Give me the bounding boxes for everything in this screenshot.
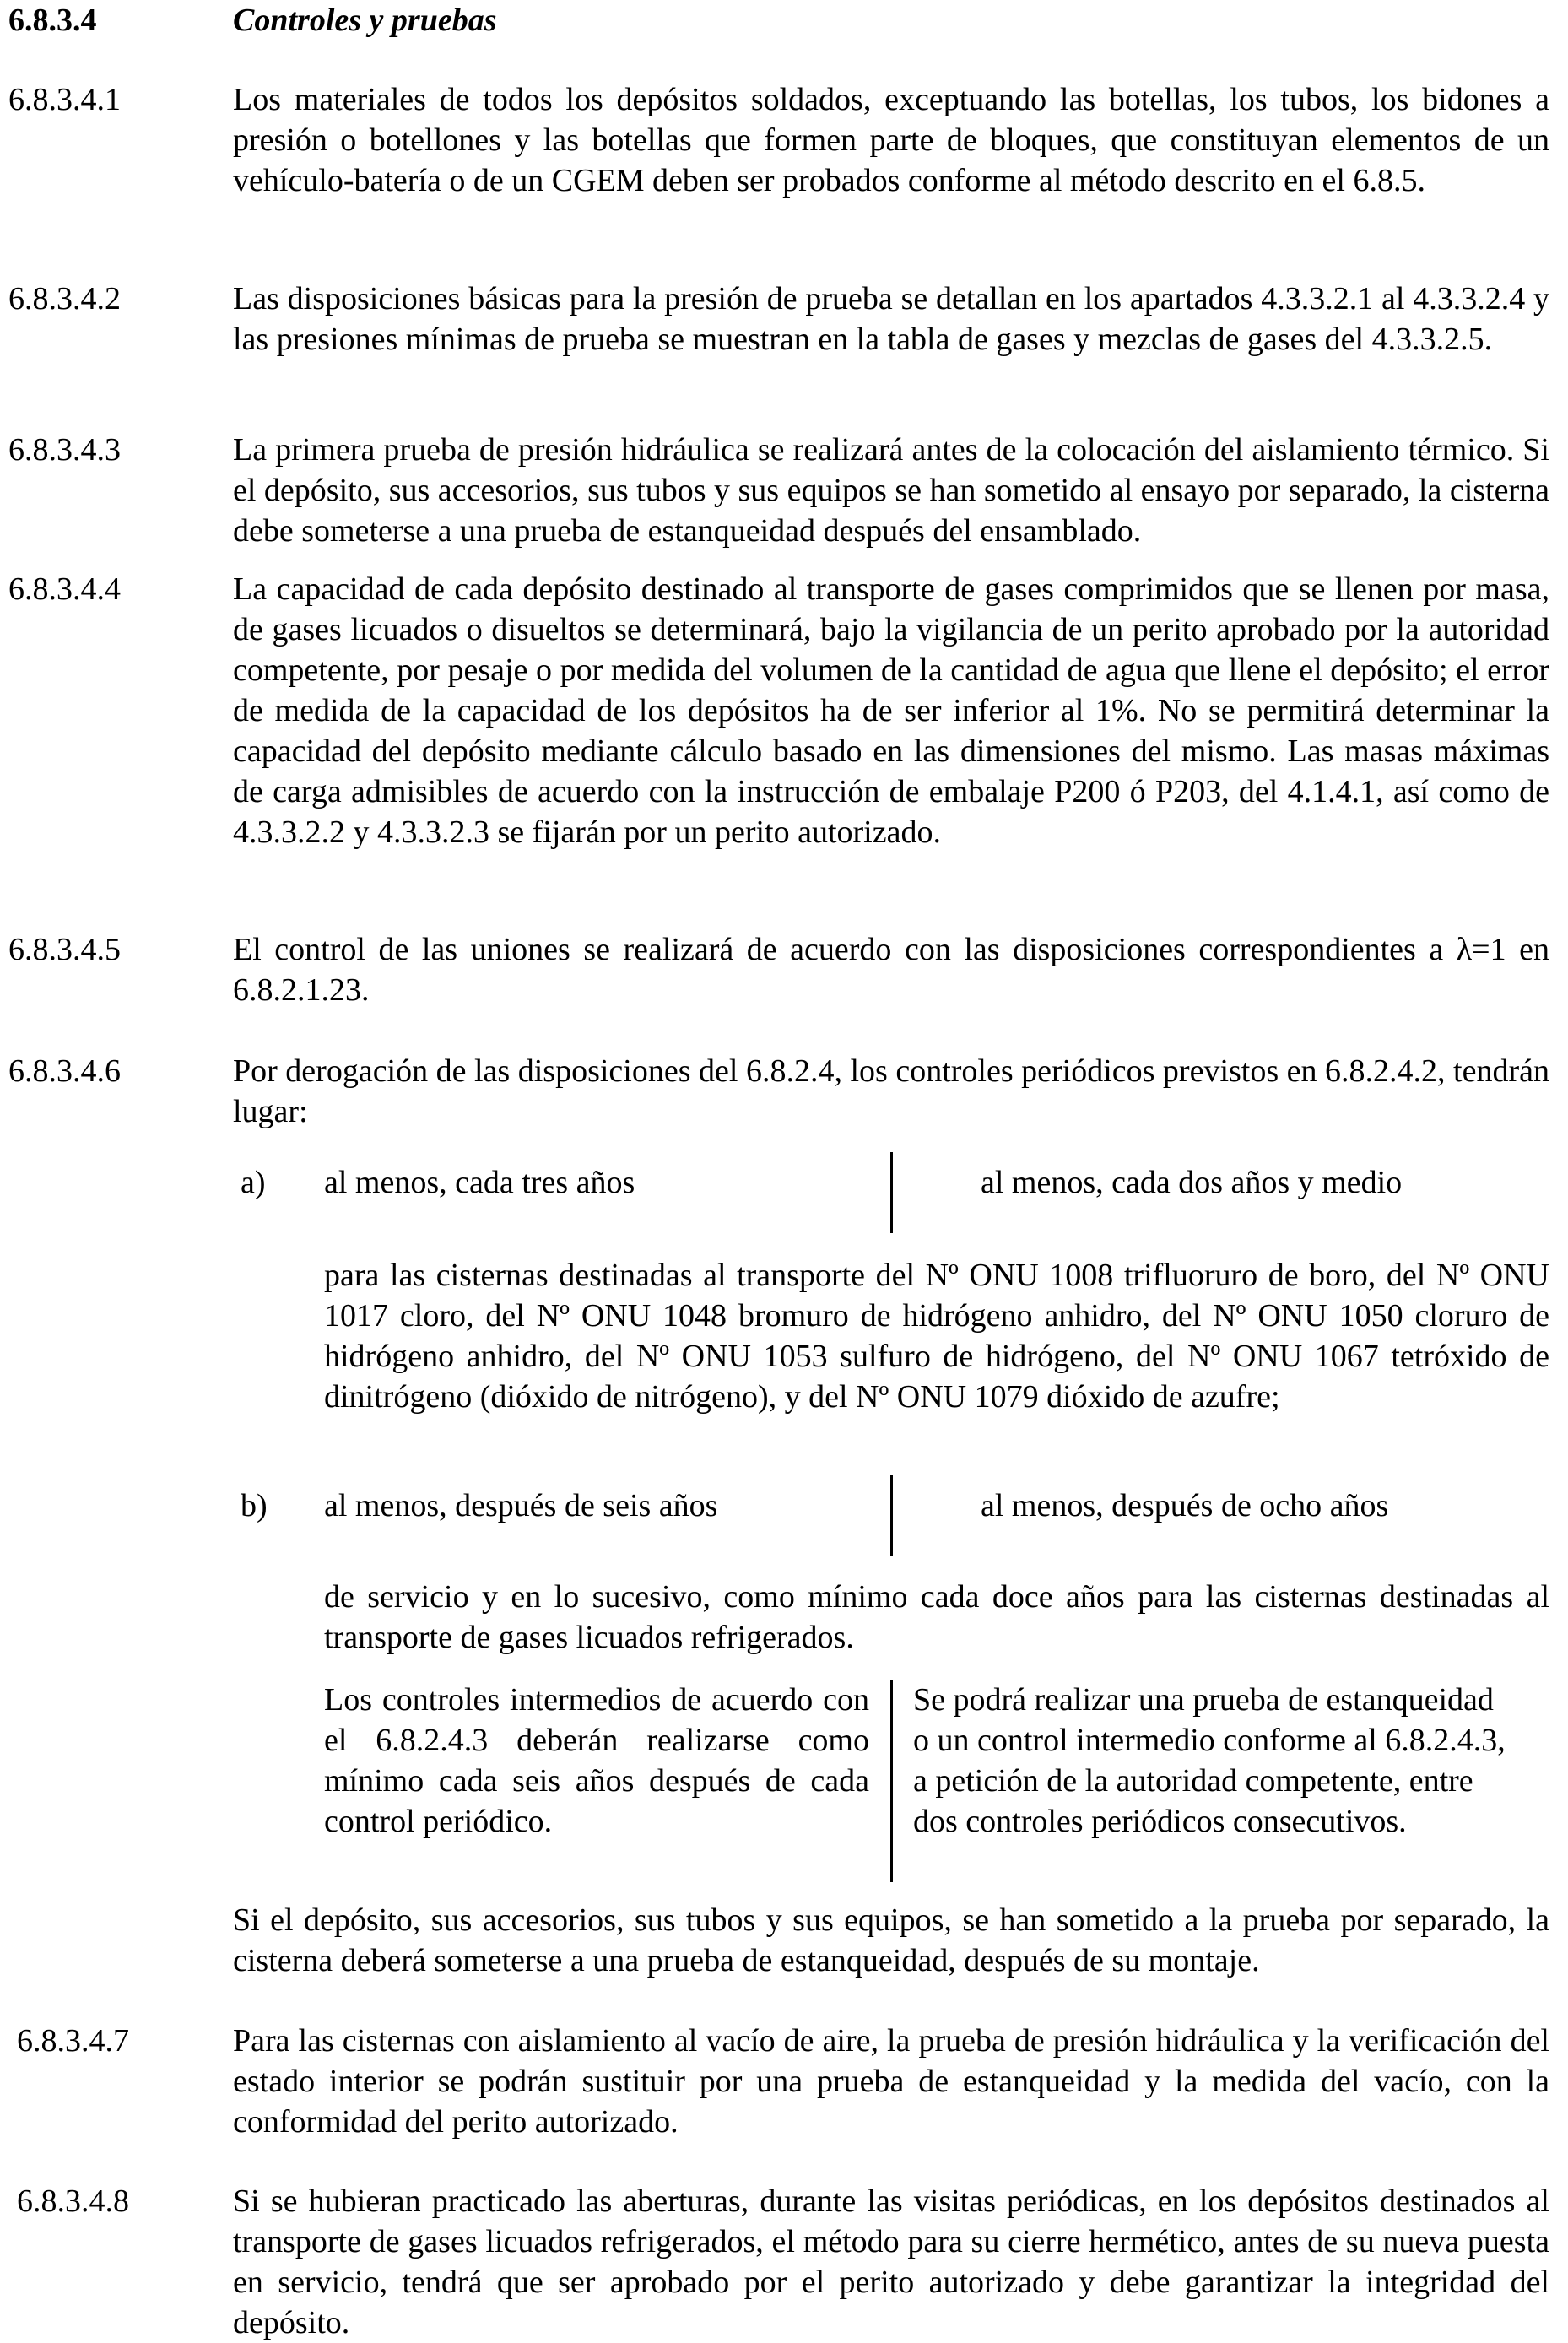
right-column-line: dos controles periódicos consecutivos. [913,1804,1407,1839]
paragraph-text: La primera prueba de presión hidráulica se realizará antes de la colocación del aislamiento térmico. Si el depósito, sus accesorios, sus tubos y sus equipos se han sometido al ensayo por separado, la cisterna debe someterse a una prueba de estanqueidad después del ensamblado. [233,432,1549,549]
option-letter: b) [241,1488,268,1523]
option-right-alternative: al menos, después de ocho años [981,1488,1389,1523]
intermediate-right-column [913,1680,1568,1842]
paragraph-number: 6.8.3.4.7 [17,2023,129,2059]
paragraph-text: Los materiales de todos los depósitos soldados, exceptuando las botellas, los tubos, los bidones a presión o botellones y las botellas que formen parte de bloques, que constituyan elementos de un vehículo-batería o de un CGEM deben ser probados conforme al método descrito en el 6.8.5. [233,82,1549,198]
option-row-a [0,1152,1568,1213]
option-right-alternative: al menos, cada dos años y medio [981,1165,1403,1200]
intermediate-left-column: Los controles intermedios de acuerdo con el 6.8.2.4.3 deberán realizarse como mínimo cada seis años después de cada control periódico. [324,1682,869,1839]
intermediate-controls-columns [0,1680,1568,1882]
paragraph-text: Por derogación de las disposiciones del 6.8.2.4, los controles periódicos previstos en 6.8.2.4.2, tendrán lugar: [233,1053,1549,1129]
paragraph-number: 6.8.3.4.5 [8,932,121,967]
paragraph-number: 6.8.3.4.8 [17,2183,129,2219]
paragraph-text: El control de las uniones se realizará de acuerdo con las disposiciones correspondientes a λ=1 en 6.8.2.1.23. [233,932,1549,1008]
option-a-text: para las cisternas destinadas al transporte del Nº ONU 1008 trifluoruro de boro, del Nº ONU 1017 cloro, del Nº ONU 1048 bromuro de hidrógeno anhidro, del Nº ONU 1050 cloruro de hidrógeno anhidro, del Nº ONU 1053 sulfuro de hidrógeno, del Nº ONU 1067 tetróxido de dinitrógeno (dióxido de nitrógeno), y del Nº ONU 1079 dióxido de azufre; [324,1258,1549,1415]
paragraph-number: 6.8.3.4.1 [8,82,121,117]
paragraph-number: 6.8.3.4.2 [8,281,121,317]
paragraph-number: 6.8.3.4.6 [8,1053,121,1089]
right-column-line: a petición de la autoridad competente, entre [913,1763,1473,1799]
heading-number: 6.8.3.4 [8,3,97,38]
column-divider [890,1152,893,1233]
closing-paragraph: Si el depósito, sus accesorios, sus tubos y sus equipos, se han sometido a la prueba por separado, la cisterna deberá someterse a una prueba de estanqueidad, después de su montaje. [233,1902,1549,1978]
option-letter: a) [241,1165,266,1200]
paragraph-number: 6.8.3.4.3 [8,432,121,468]
paragraph-text: Para las cisternas con aislamiento al vacío de aire, la prueba de presión hidráulica y la verificación del estado interior se podrán sustituir por una prueba de estanqueidad y la medida del vacío, con la conformidad del perito autorizado. [233,2023,1549,2140]
paragraph-text: Las disposiciones básicas para la presión de prueba se detallan en los apartados 4.3.3.2.1 al 4.3.3.2.4 y las presiones mínimas de prueba se muestran en la tabla de gases y mezclas de gases del 4.3.3.2.5. [233,281,1549,357]
right-column-line: Se podrá realizar una prueba de estanqueidad [913,1682,1494,1718]
column-divider [890,1680,893,1882]
paragraph-number: 6.8.3.4.4 [8,571,121,607]
option-row-b [0,1475,1568,1536]
right-column-line: o un control intermedio conforme al 6.8.2.4.3, [913,1723,1506,1758]
option-b-text: de servicio y en lo sucesivo, como mínimo cada doce años para las cisternas destinadas al transporte de gases licuados refrigerados. [324,1579,1549,1655]
paragraph-text: Si se hubieran practicado las aberturas, durante las visitas periódicas, en los depósitos destinados al transporte de gases licuados refrigerados, el método para su cierre hermético, antes de su nueva puesta en servicio, tendrá que ser aprobado por el perito autorizado y debe garantizar la integridad del depósito. [233,2183,1549,2340]
heading-title: Controles y pruebas [233,3,497,38]
option-left-alternative: al menos, cada tres años [324,1165,635,1200]
column-divider [890,1475,893,1556]
paragraph-text: La capacidad de cada depósito destinado al transporte de gases comprimidos que se llenen por masa, de gases licuados o disueltos se determinará, bajo la vigilancia de un perito aprobado por la autoridad competente, por pesaje o por medida del volumen de la cantidad de agua que llene el depósito; el error de medida de la capacidad de los depósitos ha de ser inferior al 1%. No se permitirá determinar la capacidad del depósito mediante cálculo basado en las dimensiones del mismo. Las masas máximas de carga admisibles de acuerdo con la instrucción de embalaje P200 ó P203, del 4.1.4.1, así como de 4.3.3.2.2 y 4.3.3.2.3 se fijarán por un perito autorizado. [233,571,1549,850]
option-left-alternative: al menos, después de seis años [324,1488,718,1523]
